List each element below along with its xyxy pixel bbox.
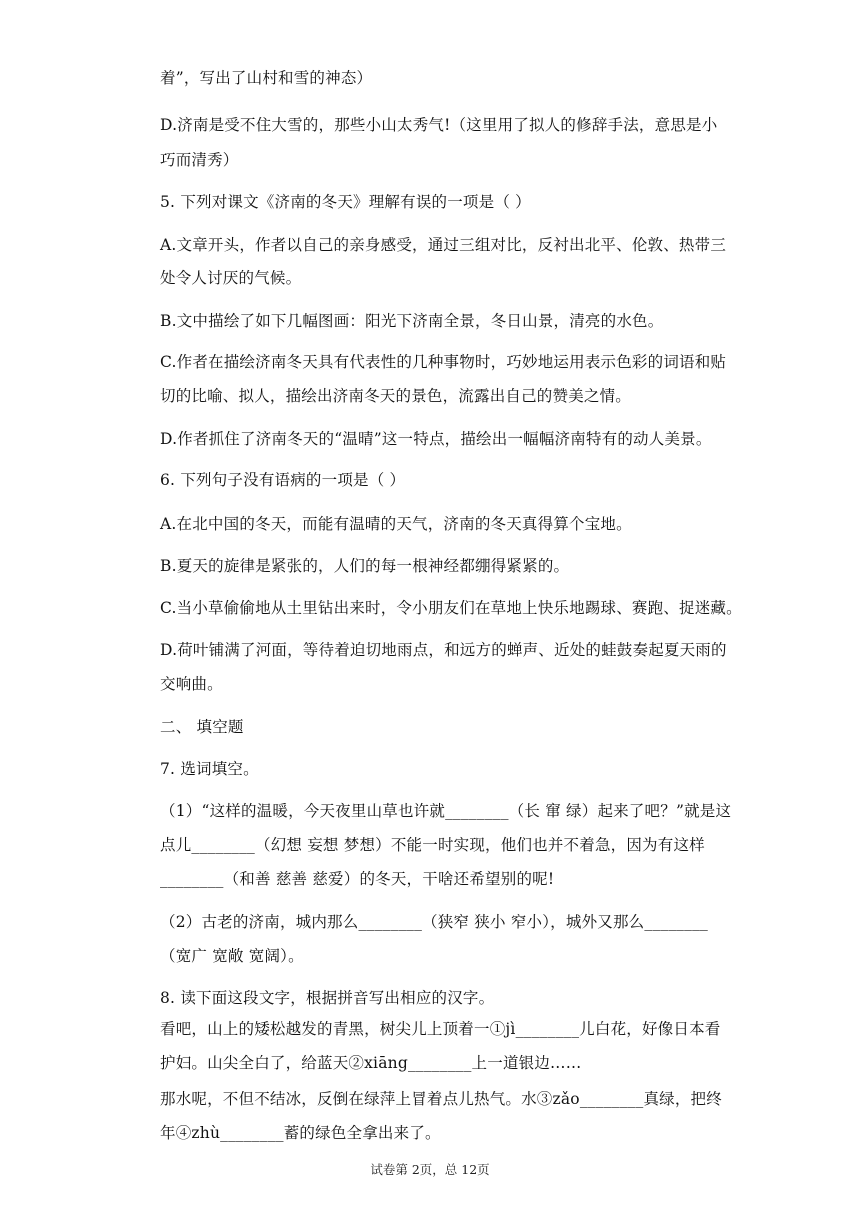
text-line: 切的比喻、拟人，描绘出济南冬天的景色，流露出自己的赞美之情。 [160,387,632,405]
question-5-title: 5. 下列对课文《济南的冬天》理解有误的一项是（ ） [160,193,531,211]
option-a: A.在北中国的冬天，而能有温晴的天气，济南的冬天真得算个宝地。 [160,515,632,533]
text-line: D.济南是受不住大雪的，那些小山太秀气!（这里用了拟人的修辞手法，意思是小 [160,116,718,134]
text-line: （2）古老的济南，城内那么________（狭窄 狭小 窄小），城外又那么________ [160,913,708,931]
question-7-title: 7. 选词填空。 [160,760,259,778]
text-line: 着”，写出了山村和雪的神态） [160,69,373,87]
text-line: 那水呢，不但不结冰，反倒在绿萍上冒着点儿热气。水③zǎo________真绿，把终 [160,1090,722,1108]
text-line: 交响曲。 [160,675,223,693]
question-8-title: 8. 读下面这段文字，根据拼音写出相应的汉字。 [160,989,495,1007]
text-line: 看吧，山上的矮松越发的青黑，树尖儿上顶着一①jì________儿白花，好像日本看 [160,1020,721,1038]
text-line: 处令人讨厌的气候。 [160,269,302,287]
option-d: D.荷叶铺满了河面，等待着迫切地雨点，和远方的蝉声、近处的蛙鼓奏起夏天雨的 [160,641,727,659]
text-line: 护妇。山尖全白了，给蓝天②xiāng________上一道银边…… [160,1054,582,1072]
option-b: B.夏天的旋律是紧张的，人们的每一根神经都绷得紧紧的。 [160,557,570,575]
option-c: C.作者在描绘济南冬天具有代表性的几种事物时，巧妙地运用表示色彩的词语和贴 [160,353,727,371]
section-heading: 二、 填空题 [160,718,244,736]
text-line: ________（和善 慈善 慈爱）的冬天，干啥还希望别的呢! [160,870,555,888]
question-6-title: 6. 下列句子没有语病的一项是（ ） [160,471,406,489]
option-a: A.文章开头，作者以自己的亲身感受，通过三组对比，反衬出北平、伦敦、热带三 [160,236,727,254]
text-line: 点儿________（幻想 妄想 梦想）不能一时实现，他们也并不着急，因为有这样 [160,836,705,854]
option-c: C.当小草偷偷地从土里钻出来时，令小朋友们在草地上快乐地踢球、赛跑、捉迷藏。 [160,599,742,617]
text-line: （1）“这样的温暖，今天夜里山草也许就________（长 窜 绿）起来了吧？”就是这 [160,802,732,820]
option-d: D.作者抓住了济南冬天的“温晴”这一特点，描绘出一幅幅济南特有的动人美景。 [160,430,712,448]
page-footer: 试卷第 2页，总 12页 [370,1162,490,1177]
text-line: 巧而清秀） [160,151,239,169]
text-line: （宽广 宽敞 宽阔）。 [160,947,304,965]
text-line: 年④zhù________蓄的绿色全拿出来了。 [160,1124,441,1142]
option-b: B.文中描绘了如下几幅图画：阳光下济南全景，冬日山景，清亮的水色。 [160,312,664,330]
